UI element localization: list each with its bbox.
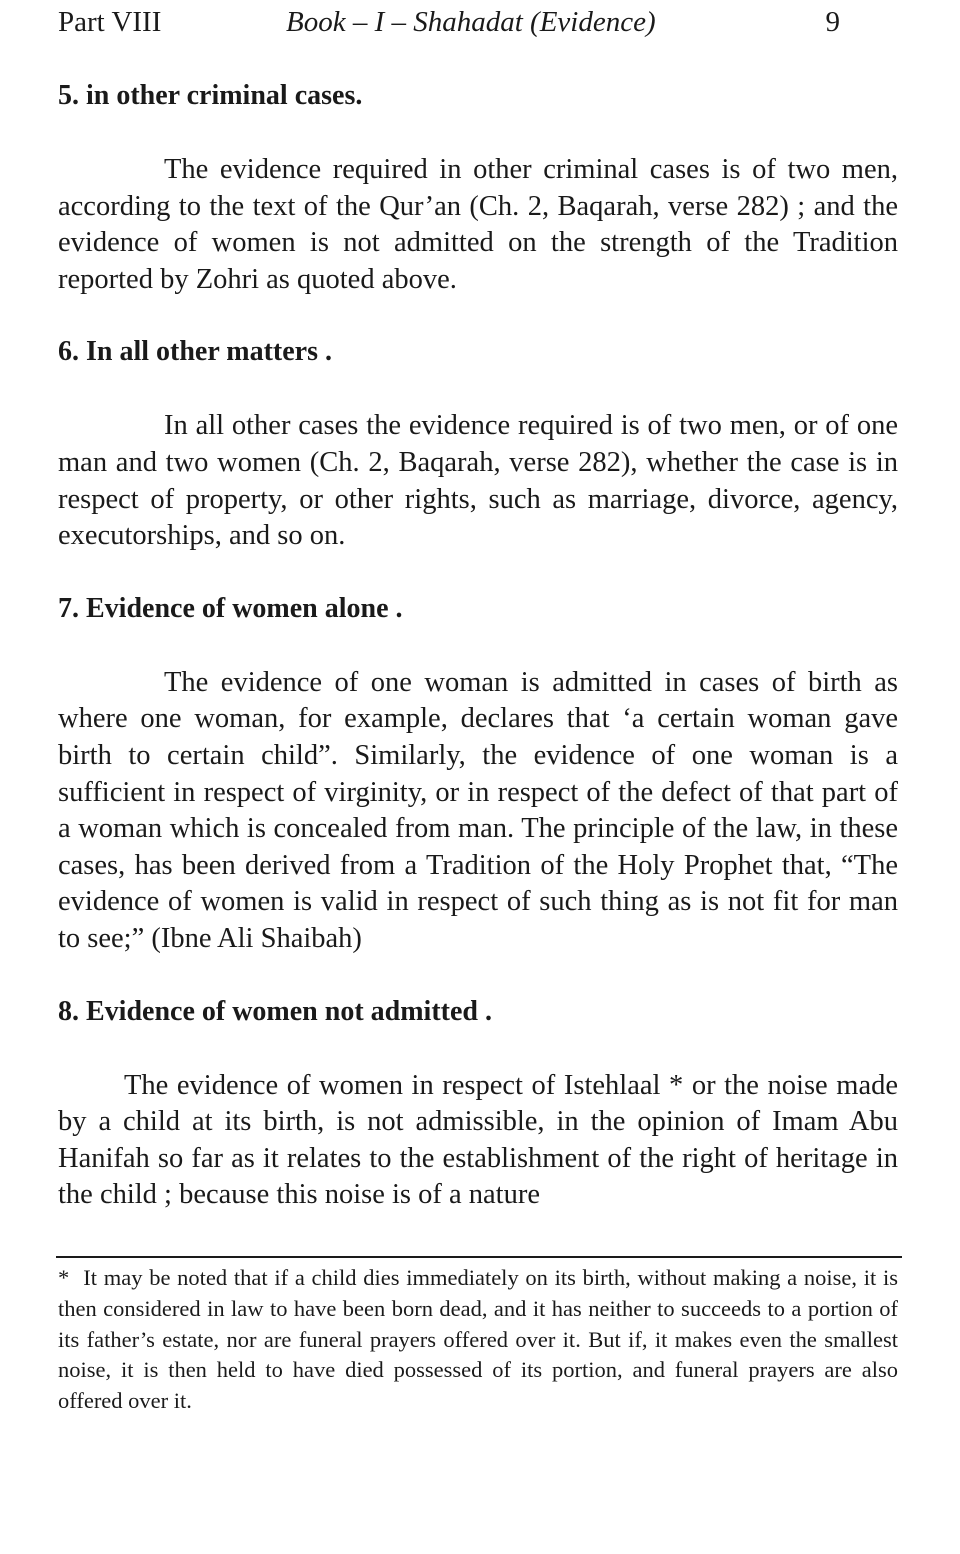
section-paragraph-5: The evidence required in other criminal cases is of two men, according to the text of the Qur’an (Ch. 2, Baqarah, verse 282) ; and the evidence of women is not admitted on the strength of the Tradition reported by Zohri as quoted above. (58, 154, 898, 295)
footnote-marker: * (58, 1265, 70, 1290)
section-paragraph-8: The evidence of women in respect of Istehlaal * or the noise made by a child at its birth, is not admissible, in the opinion of Imam Abu Hanifah so far as it relates to the establishment of the right of heritage in the child ; because this noise is of a nature (58, 1069, 898, 1211)
page-number: 9 (825, 6, 840, 38)
section-paragraph-7: The evidence of one woman is admitted in cases of birth as where one woman, for example, declares that ‘a certain woman gave birth to certain child”. Similarly, the evidence of one woman is a sufficient in respect of virginity, or in respect of the defect of that part of a woman which is concealed from man. The principle of the law, in these cases, has been derived from a Tradition of the Holy Prophet that, “The evidence of women is valid in respect of such thing as is not fit for man to see;” (Ibne Ali Shaibah) (58, 666, 898, 954)
page-body (58, 72, 898, 1214)
section-paragraph-6: In all other cases the evidence required is of two men, or of one man and two women (Ch. 2, Baqarah, verse 282), whether the case is in respect of property, or other rights, such as marriage, divorce, agency, executorships, and so on. (58, 410, 898, 552)
section-heading-6: 6. In all other matters . (58, 336, 332, 368)
footnote (58, 1263, 898, 1417)
footnote-text: It may be noted that if a child dies immediately on its birth, without making a noise, it is then considered in law to have been born dead, and it has neither to succeeds to a portion of its father’s estate, nor are funeral prayers offered over it. But if, it makes even the smallest noise, it is then held to have died possessed of its portion, and funeral prayers are also offered over it. (58, 1265, 898, 1414)
footnote-divider (56, 1256, 902, 1258)
section-heading-7: 7. Evidence of women alone . (58, 592, 403, 624)
running-head (58, 4, 840, 40)
section-heading-5: 5. in other criminal cases. (58, 80, 363, 111)
section-heading-8: 8. Evidence of women not admitted . (58, 995, 492, 1027)
part-label: Part VIII (58, 6, 162, 38)
book-title: Book – I – Shahadat (Evidence) (286, 6, 656, 38)
